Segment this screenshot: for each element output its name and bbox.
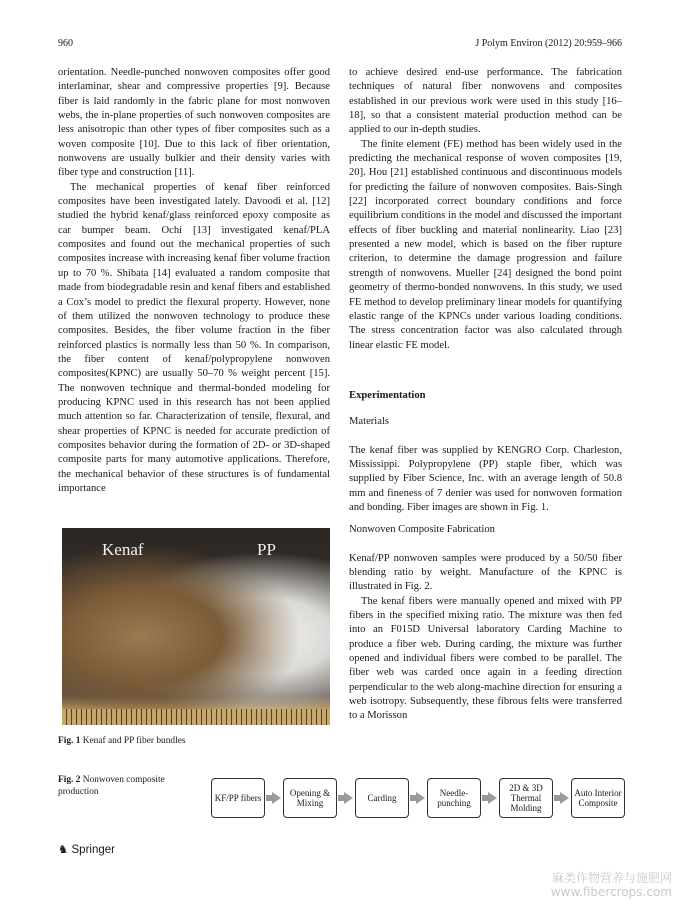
arrow-icon bbox=[344, 792, 353, 804]
paragraph: The kenaf fiber was supplied by KENGRO Corp. Charleston, Mississippi. Polypropylene (PP) staple fiber, which was supplied by Fiber Science, Inc. with an average length of 50.8 mm and fineness of 7 denier was used for nonwoven formation and bonding. Fiber images are shown in Fig. 1. bbox=[349, 444, 622, 513]
publisher-logo bbox=[58, 842, 115, 856]
pp-label: PP bbox=[257, 540, 276, 559]
figure-1-caption bbox=[58, 736, 186, 746]
figure-2-caption bbox=[58, 774, 188, 798]
arrow-icon bbox=[272, 792, 281, 804]
flow-step-molding: 2D & 3D Thermal Molding bbox=[499, 778, 553, 818]
figure-1-photo bbox=[62, 528, 330, 725]
watermark-line: 麻类作物营养与施肥网 bbox=[551, 871, 672, 885]
ruler bbox=[62, 709, 330, 725]
arrow-icon bbox=[560, 792, 569, 804]
paragraph: The kenaf fibers were manually opened and mixed with PP fibers in the specified mixing ratio. The mixture was then fed into an F015D Universal laboratory Carding Machine to produce a fiber web. During carding, the mixture was further opened and individual fibers were combed to be parallel. The fiber web was carded once again in a feeding direction perpendicular to the web along-machine direction for ensuring a web isotropy. Subsequently, these fibrous felts were transferred to a Morisson bbox=[349, 595, 622, 722]
arrow-icon bbox=[488, 792, 497, 804]
subsection-heading: Materials bbox=[349, 416, 390, 428]
paragraph: The mechanical properties of kenaf fiber reinforced composites have been investigated lately. Davoodi et al. [12] studied the hybrid kenaf/glass reinforced epoxy composite as car bumper beam. Ochi [13] investigated kenaf/PLA composites and found out the mechanical properties of such composites increase with increasing kenaf fiber volume fraction up to 70 %. Shibata [14] evaluated a random composite that made from biodegradable resin and kenaf fibers and established a Cox’s model to predict the flexural property. However, none of them utilized the nonwoven technology to produce these composites. Besides, the fiber volume fraction in the fiber reinforced plastics is normally less than 50 %. In comparison, the fiber content of kenaf/polypropylene nonwoven composites(KPNC) are usually 50–70 % weight percent [15]. The nonwoven technique and thermal-bonded modeling for producing KPNC used in this research has not been applied much attention so far. Characterization of tensile, flexural, and shear properties of KPNC is needed for accurate prediction of composites behavior during the formation of 2D- or 3D-shaped composite parts for many automotive applications. Therefore, the mechanical behavior of these structures is of fundamental importance bbox=[58, 181, 330, 494]
caption-label: Fig. 1 bbox=[58, 736, 81, 746]
running-head: J Polym Environ (2012) 20:959–966 bbox=[475, 38, 622, 49]
subsection-heading: Nonwoven Composite Fabrication bbox=[349, 524, 495, 536]
section-heading: Experimentation bbox=[349, 389, 426, 401]
paragraph: orientation. Needle-punched nonwoven composites offer good interlaminar, shear and compressive properties [9]. Because fiber is laid randomly in the fabric plane for most nonwoven webs, the in-plane properties of such nonwoven composites are less anisotropic than other types of fiber composites such as a woven composite [10]. Due to this lack of fiber orientation, nonwovens are usually bulkier and their density varies with fiber type and construction [11]. bbox=[58, 67, 330, 179]
springer-horse-icon: ♞ bbox=[58, 844, 69, 856]
flow-step-composite: Auto Interior Composite bbox=[571, 778, 625, 818]
right-column bbox=[349, 66, 622, 724]
publisher-name: Springer bbox=[71, 844, 115, 856]
flow-step-fibers: KF/PP fibers bbox=[211, 778, 265, 818]
flow-step-carding: Carding bbox=[355, 778, 409, 818]
watermark-url: www.fibercrops.com bbox=[550, 885, 672, 899]
caption-label: Fig. 2 bbox=[58, 775, 81, 785]
flow-step-needlepunching: Needle-punching bbox=[427, 778, 481, 818]
arrow-icon bbox=[416, 792, 425, 804]
kenaf-label: Kenaf bbox=[102, 540, 144, 559]
flow-step-opening: Opening & Mixing bbox=[283, 778, 337, 818]
left-column bbox=[58, 66, 330, 496]
caption-text: Nonwoven composite production bbox=[58, 775, 165, 797]
page-number: 960 bbox=[58, 38, 73, 49]
paragraph: The finite element (FE) method has been widely used in the predicting the mechanical response of woven composites [19, 20]. Hou [21] established continuous and discontinuous models for predicting the failure of nonwoven composites. Bais-Singh [22] incorporated correct boundary conditions and force equilibrium conditions in the model and discussed the important effects of fiber buckling and material nonlinearity. Liao [23] presented a new model, which is based on the fiber rupture criterion, to determine the damage progression and failure strength of nonwovens. Mueller [24] designed the bond point geometry of thermo-bonded nonwovens. In this study, we used FE method to develop preliminary linear models for quantifying elastic range of the KPNCs under various loading conditions. The stress concentration factor was also calculated through linear elastic FE model. bbox=[349, 138, 622, 351]
paragraph: Kenaf/PP nonwoven samples were produced by a 50/50 fiber blending ratio by weight. Manufacture of the KPNC is illustrated in Fig. 2. bbox=[349, 552, 622, 593]
paragraph: to achieve desired end-use performance. The fabrication techniques of natural fiber nonwovens and composites established in our previous work were used in this study [16–18], so that a consistent material production method can be applied to our in-depth studies. bbox=[349, 67, 622, 136]
caption-text: Kenaf and PP fiber bundles bbox=[82, 736, 186, 746]
watermark bbox=[551, 871, 672, 899]
